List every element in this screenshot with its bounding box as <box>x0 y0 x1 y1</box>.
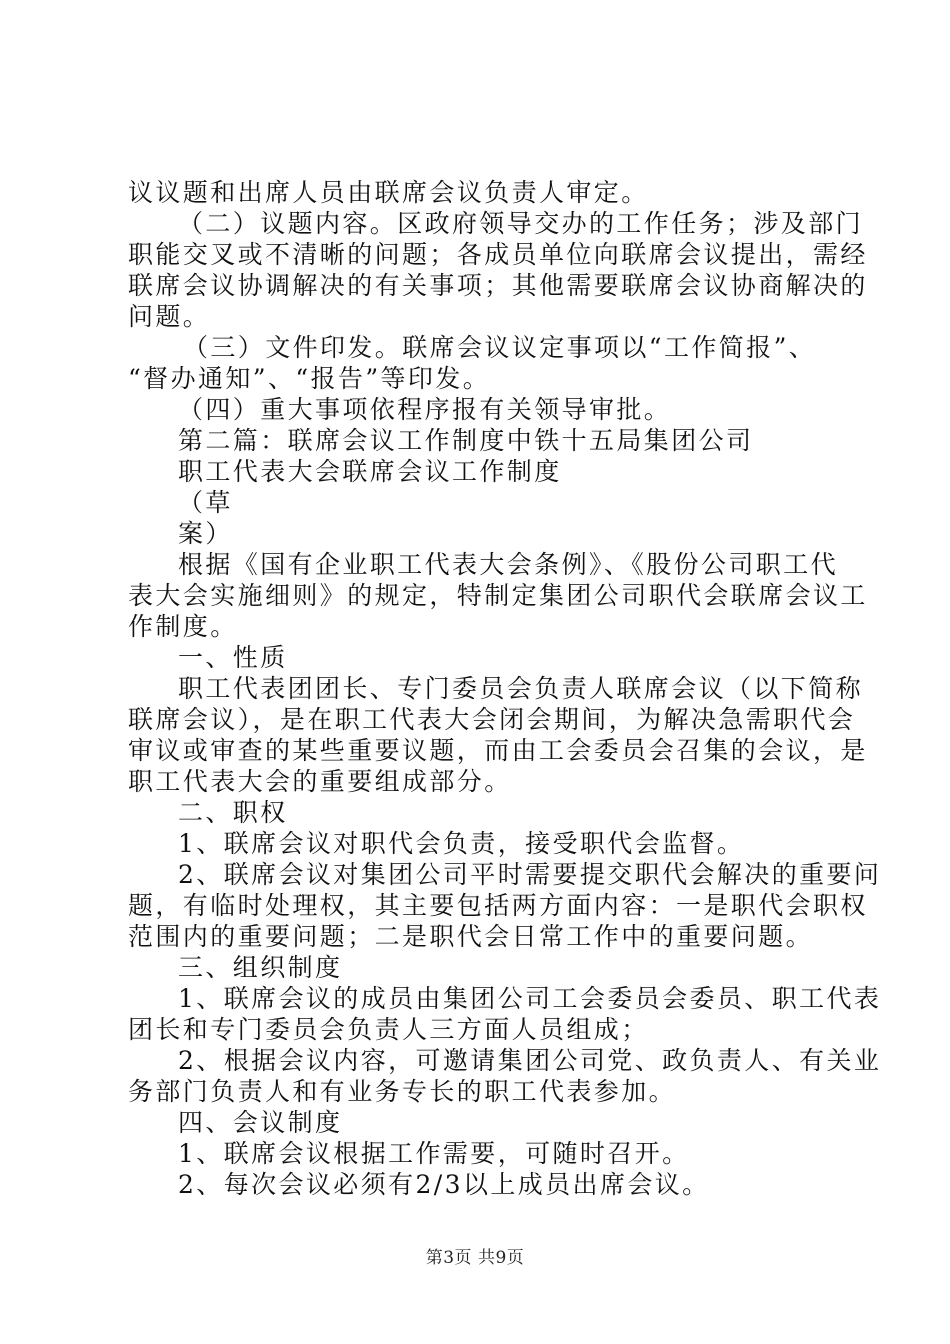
text-line: 职能交叉或不清晰的问题；各成员单位向联席会议提出，需经 <box>128 240 868 269</box>
text-line: 审议或审查的某些重要议题，而由工会委员会召集的会议，是 <box>128 736 868 765</box>
text-line: 联席会议协调解决的有关事项；其他需要联席会议协商解决的 <box>128 271 868 300</box>
text-line: 务部门负责人和有业务专长的职工代表参加。 <box>128 1077 677 1106</box>
section-heading: 第二篇：联席会议工作制度中铁十五局集团公司 <box>178 426 754 455</box>
text-line: （四）重大事项依程序报有关领导审批。 <box>178 395 672 424</box>
text-line: 范围内的重要问题；二是职代会日常工作中的重要问题。 <box>128 922 814 951</box>
section-heading: 三、组织制度 <box>178 953 343 982</box>
text-line: 2、根据会议内容，可邀请集团公司党、政负责人、有关业 <box>178 1046 882 1075</box>
text-line: （二）议题内容。区政府领导交办的工作任务；涉及部门 <box>178 209 864 238</box>
text-line: “督办通知”、“报告”等印发。 <box>128 364 491 393</box>
section-heading: 一、性质 <box>178 643 288 672</box>
text-line: 根据《国有企业职工代表大会条例》、《股份公司职工代 <box>178 550 839 579</box>
text-line: 团长和专门委员会负责人三方面人员组成； <box>128 1015 649 1044</box>
section-heading: 四、会议制度 <box>178 1108 343 1137</box>
text-line: 2、联席会议对集团公司平时需要提交职代会解决的重要问 <box>178 860 882 889</box>
text-line: 职工代表团团长、专门委员会负责人联席会议（以下简称 <box>178 674 864 703</box>
text-line: 问题。 <box>128 302 211 331</box>
text-line: （三）文件印发。联席会议议定事项以“工作简报”、 <box>183 333 817 362</box>
text-line: 议议题和出席人员由联席会议负责人审定。 <box>128 178 649 207</box>
section-heading: 二、职权 <box>178 798 288 827</box>
text-line: 1、联席会议对职代会负责，接受职代会监督。 <box>178 829 745 858</box>
text-line: 题，有临时处理权，其主要包括两方面内容：一是职代会职权 <box>128 891 868 920</box>
text-line: 2、每次会议必须有2/3以上成员出席会议。 <box>178 1170 710 1199</box>
document-title: 职工代表大会联席会议工作制度 <box>178 457 562 486</box>
page-number-footer: 第3页 共9页 <box>425 1248 525 1268</box>
text-line: （草 <box>178 488 233 517</box>
text-line: 1、联席会议根据工作需要，可随时召开。 <box>178 1139 690 1168</box>
text-line: 案） <box>178 519 233 548</box>
text-line: 1、联席会议的成员由集团公司工会委员会委员、职工代表 <box>178 984 882 1013</box>
text-line: 表大会实施细则》的规定，特制定集团公司职代会联席会议工 <box>128 581 868 610</box>
text-line: 职工代表大会的重要组成部分。 <box>128 767 512 796</box>
text-line: 联席会议），是在职工代表大会闭会期间，为解决急需职代会 <box>128 705 856 734</box>
text-line: 作制度。 <box>128 612 238 641</box>
